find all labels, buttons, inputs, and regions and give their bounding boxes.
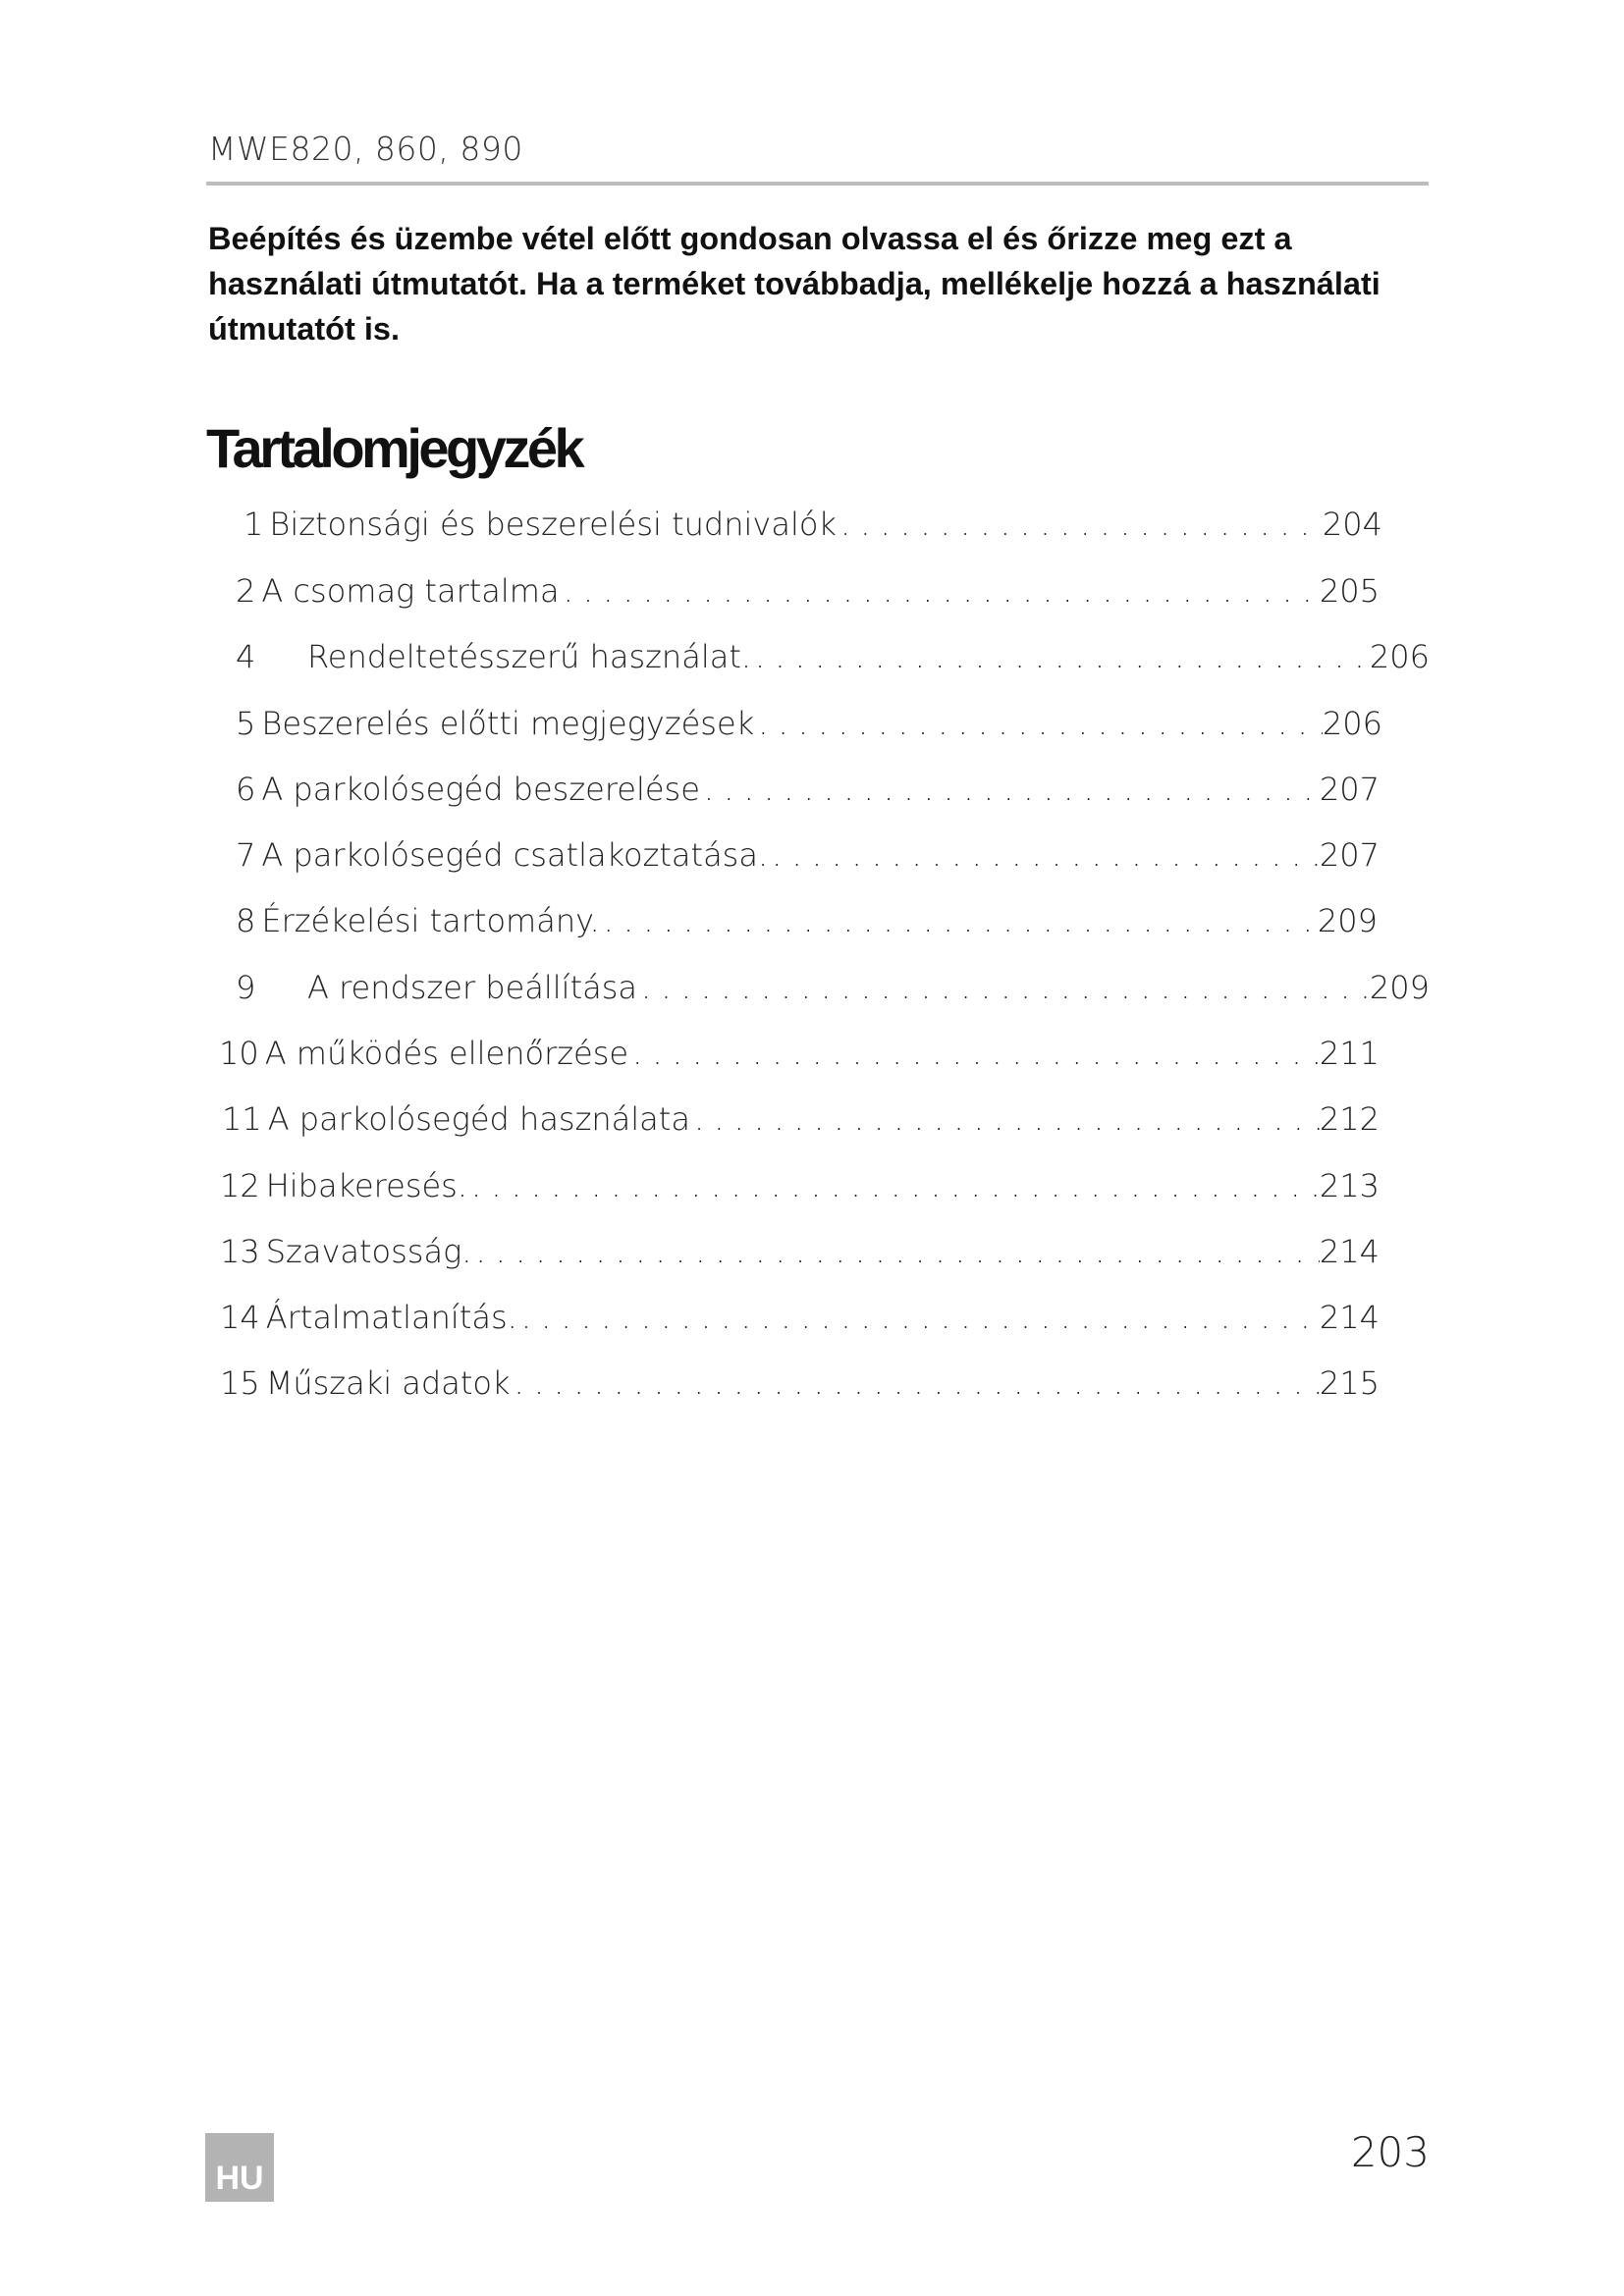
toc-entry-leader (751, 638, 1370, 675)
toc-entry-page: 209 (1317, 902, 1378, 939)
toc-entry-label: Beszerelés előtti megjegyzések (261, 705, 755, 742)
toc-entry-page: 205 (1319, 572, 1380, 610)
toc-entry-number: 12 (220, 1167, 260, 1204)
toc-entry-number: 13 (220, 1233, 260, 1270)
toc-entry-number: 5 (236, 705, 256, 742)
toc-entry-label: Biztonsági és beszerelési tudnivalók (269, 506, 837, 543)
toc-entry-page: 209 (1369, 969, 1430, 1006)
toc-entry-leader (768, 836, 1320, 874)
toc-entry-number: 10 (219, 1035, 259, 1072)
toc-entry-leader (628, 1035, 1320, 1072)
toc-entry[interactable] (236, 771, 1380, 816)
toc-entry[interactable] (236, 705, 1382, 750)
toc-entry-number: 8 (236, 902, 256, 939)
intro-paragraph: Beépítés és üzembe vétel előtt gondosan olvassa el és őrizze meg ezt a használati útmutatót. Ha a terméket továbbadja, mellékelje hozzá a használati útmutatót is. (208, 221, 1380, 347)
toc-entry[interactable] (236, 969, 1430, 1014)
toc-entry-page: 213 (1319, 1167, 1380, 1204)
toc-entry[interactable] (236, 902, 1378, 947)
toc-entry-page: 214 (1319, 1299, 1380, 1336)
toc-entry-leader (560, 572, 1320, 610)
toc-entry[interactable] (220, 1364, 1380, 1410)
toc-entry-label: A parkolósegéd használata (267, 1100, 690, 1138)
toc-entry-number: 9 (236, 969, 256, 1006)
toc-entry-label: A parkolósegéd beszerelése (261, 771, 700, 808)
toc-entry-label: A parkolósegéd csatlakoztatása. (261, 836, 769, 874)
toc-entry-number: 6 (236, 771, 256, 808)
toc-entry-page: 206 (1322, 705, 1382, 742)
toc-entry[interactable] (244, 506, 1382, 551)
toc-entry-label: Ártalmatlanítás. (265, 1299, 517, 1336)
toc-entry[interactable] (236, 836, 1380, 881)
toc-entry-label: Érzékelési tartomány. (261, 902, 600, 939)
toc-entry-leader (467, 1167, 1320, 1204)
toc-entry-leader (600, 902, 1318, 939)
toc-entry-leader (637, 969, 1370, 1006)
toc-entry-number: 7 (236, 836, 256, 874)
page-number: 203 (1350, 2128, 1430, 2176)
model-header: MWE820, 860, 890 (208, 130, 523, 168)
toc-entry[interactable] (236, 638, 1430, 683)
toc-entry-page: 211 (1319, 1035, 1380, 1072)
toc-entry-page: 207 (1319, 771, 1380, 808)
toc-entry[interactable] (220, 1167, 1380, 1212)
toc-entry-leader (754, 705, 1323, 742)
toc-entry-label: Műszaki adatok (265, 1364, 511, 1402)
toc-entry[interactable] (220, 1299, 1380, 1344)
toc-entry-leader (690, 1100, 1320, 1138)
toc-entry-label: Rendeltetésszerű használat. (307, 638, 752, 675)
toc-entry-page: 214 (1319, 1233, 1380, 1270)
toc-entry[interactable] (220, 1233, 1380, 1278)
toc-entry[interactable] (219, 1035, 1380, 1080)
toc-entry-number: 1 (244, 506, 264, 543)
toc-entry-label: A működés ellenőrzése (264, 1035, 629, 1072)
toc-entry-leader (837, 506, 1323, 543)
header-divider (206, 182, 1429, 186)
toc-entry-number: 15 (220, 1364, 260, 1402)
toc-entry-number: 11 (222, 1100, 262, 1138)
toc-entry-page: 207 (1319, 836, 1380, 874)
toc-entry-label: A csomag tartalma (261, 572, 560, 610)
toc-entry-page: 215 (1319, 1364, 1380, 1402)
toc-entry-label: Szavatosság. (265, 1233, 472, 1270)
toc-entry-leader (471, 1233, 1319, 1270)
toc-entry-page: 204 (1322, 506, 1382, 543)
toc-entry-number: 14 (220, 1299, 260, 1336)
toc-entry[interactable] (236, 572, 1380, 617)
language-badge: HU (205, 2133, 274, 2202)
toc-entry-number: 2 (236, 572, 256, 610)
toc-entry-number: 4 (236, 638, 256, 675)
toc-entry[interactable] (222, 1100, 1380, 1146)
toc-entry-label: Hibakeresés. (265, 1167, 468, 1204)
toc-entry-leader (700, 771, 1320, 808)
toc-title: Tartalomjegyzék (206, 417, 582, 479)
toc-entry-page: 212 (1319, 1100, 1380, 1138)
toc-entry-label: A rendszer beállítása (307, 969, 637, 1006)
toc-entry-leader (517, 1299, 1320, 1336)
toc-entry-page: 206 (1369, 638, 1430, 675)
toc-entry-leader (510, 1364, 1319, 1402)
